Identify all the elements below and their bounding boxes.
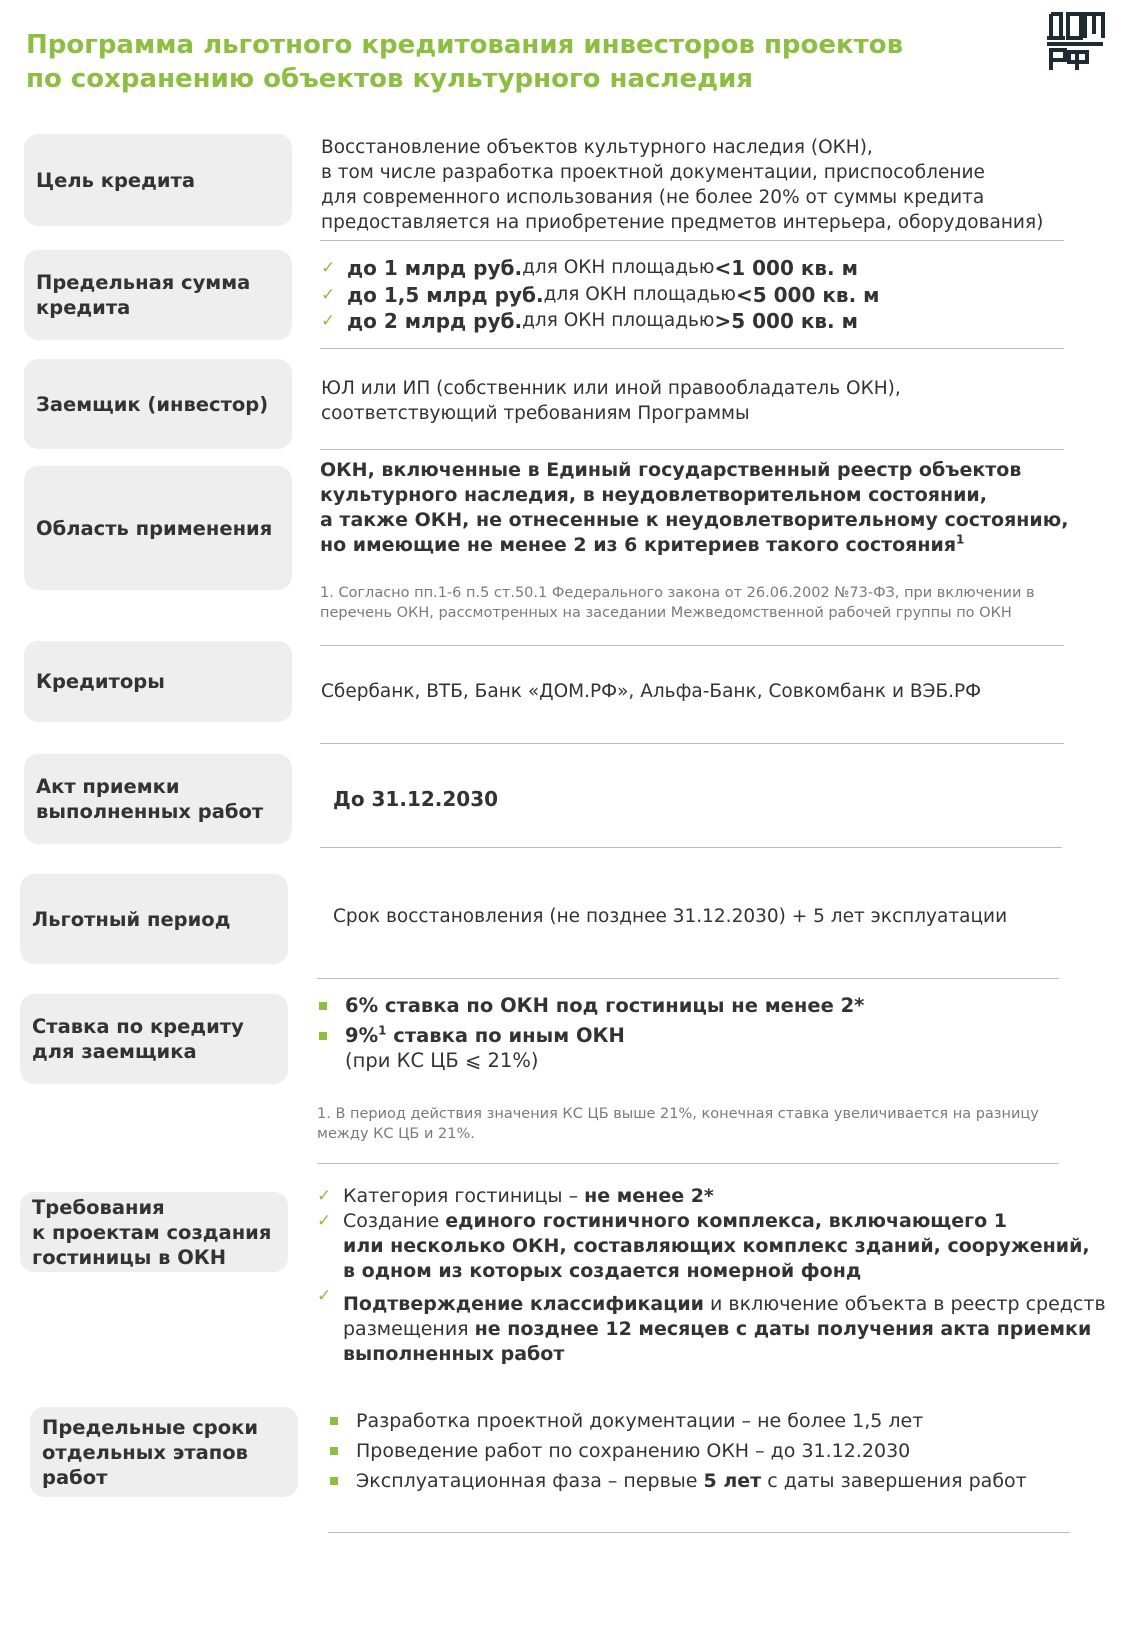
- scope-footnote-line-1: 1. Согласно пп.1-6 п.5 ст.50.1 Федерального закона от 26.06.2002 №73-ФЗ, при включении в: [320, 585, 1035, 601]
- check-icon: ✓: [321, 284, 336, 305]
- purpose-line-1: Восстановление объектов культурного наследия (ОКН),: [321, 137, 873, 158]
- footnote-marker: 1: [956, 532, 965, 547]
- rate-item: 6% ставка по ОКН под гостиницы не менее 2*: [317, 993, 864, 1018]
- limit-item: ✓ до 1 млрд руб. для ОКН площадью < 1 000 кв. м: [321, 256, 858, 280]
- hotel-item: ✓ Подтверждение классификации и включение объекта в реестр средств размещения не позднее 12 месяцев с даты получения акта приемки выполненных работ: [317, 1286, 1106, 1365]
- label-scope: [24, 466, 292, 590]
- borrower-text: [321, 376, 901, 426]
- divider: [320, 348, 1064, 349]
- label-limit-line-1: Предельная сумма: [36, 271, 251, 294]
- deadline-item: Эксплуатационная фаза – первые 5 лет с даты завершения работ: [328, 1466, 1027, 1496]
- label-purpose-text: Цель кредита: [36, 168, 196, 192]
- dom-rf-logo-icon: [1045, 10, 1105, 72]
- divider: [317, 978, 1059, 979]
- scope-line-1: ОКН, включенные в Единый государственный реестр объектов: [320, 459, 1022, 481]
- title-line-2: по сохранению объектов культурного наследия: [26, 64, 753, 94]
- creditors-text: Сбербанк, ВТБ, Банк «ДОМ.РФ», Альфа-Банк, Совкомбанк и ВЭБ.РФ: [321, 681, 982, 702]
- bullet-icon: [330, 1447, 338, 1455]
- hotel-item: ✓ Категория гостиницы – не менее 2*: [317, 1185, 714, 1207]
- purpose-line-2: в том числе разработка проектной документации, приспособление: [321, 162, 985, 183]
- scope-line-3: а также ОКН, не отнесенные к неудовлетворительному состоянию,: [320, 509, 1069, 531]
- bullet-icon: [330, 1477, 338, 1485]
- acceptance-text: До 31.12.2030: [333, 787, 499, 811]
- label-deadlines-line-1: Предельные сроки: [42, 1415, 259, 1439]
- rate-footnote-line-2: между КС ЦБ и 21%.: [317, 1126, 475, 1142]
- rate-note: (при КС ЦБ ⩽ 21%): [345, 1049, 539, 1072]
- scope-text: [320, 458, 1068, 558]
- label-deadlines: [30, 1407, 298, 1497]
- divider: [320, 743, 1064, 744]
- check-icon: ✓: [321, 258, 336, 278]
- label-creditors-text: Кредиторы: [36, 670, 165, 693]
- label-deadlines-line-3: работ: [42, 1465, 108, 1489]
- rate-footnote: [317, 1104, 1039, 1144]
- hotel-item: ✓ Создание единого гостиничного комплекса, включающего 1 или несколько ОКН, составляющих комплекс зданий, сооружений, в одном из которых создается номерной фонд: [317, 1210, 1090, 1282]
- label-rate-line-1: Ставка по кредиту: [32, 1015, 244, 1038]
- label-hotel: [20, 1192, 288, 1272]
- divider: [320, 449, 1064, 450]
- divider: [320, 240, 1064, 241]
- rate-item: 9%$^1$ ставка по иным ОКН (при КС ЦБ ⩽ 21%): [317, 1023, 864, 1073]
- deadline-item: Разработка проектной документации – не более 1,5 лет: [328, 1406, 1027, 1436]
- label-limit-line-2: кредита: [36, 296, 131, 319]
- deadlines-list: [328, 1406, 1027, 1496]
- label-scope-text: Область применения: [36, 516, 273, 540]
- divider: [317, 1163, 1059, 1164]
- bullet-icon: [319, 1002, 327, 1010]
- check-icon: ✓: [321, 311, 336, 331]
- title-line-1: Программа льготного кредитования инвесторов проектов: [26, 30, 904, 60]
- label-purpose: [24, 134, 292, 226]
- label-grace: [20, 874, 288, 964]
- limit-list: [321, 255, 879, 335]
- grace-text: Срок восстановления (не позднее 31.12.2030) + 5 лет эксплуатации: [333, 906, 1008, 927]
- check-icon: ✓: [317, 1286, 332, 1306]
- label-deadlines-line-2: отдельных этапов: [42, 1440, 248, 1464]
- borrower-line-2: соответствующий требованиям Программы: [321, 403, 750, 424]
- label-creditors: [24, 641, 292, 722]
- scope-footnote: [320, 583, 1035, 623]
- footnote-marker: 1: [378, 1023, 387, 1038]
- limit-item: ✓ до 2 млрд руб. для ОКН площадью > 5 000 кв. м: [321, 309, 858, 333]
- divider: [328, 1532, 1070, 1533]
- borrower-line-1: ЮЛ или ИП (собственник или иной правообладатель ОКН),: [321, 378, 901, 399]
- label-borrower: [24, 359, 292, 449]
- limit-item: ✓ до 1,5 млрд руб. для ОКН площадью < 5 000 кв. м: [321, 282, 880, 307]
- label-grace-text: Льготный период: [32, 907, 231, 931]
- label-acceptance: [24, 754, 292, 844]
- label-acceptance-line-2: выполненных работ: [36, 800, 264, 823]
- bullet-icon: [330, 1417, 338, 1425]
- divider: [320, 645, 1064, 646]
- label-hotel-line-1: Требования: [32, 1195, 165, 1219]
- scope-line-2: культурного наследия, в неудовлетворительном состоянии,: [320, 484, 987, 506]
- bullet-icon: [319, 1032, 327, 1040]
- rate-list: [317, 993, 864, 1073]
- check-icon: ✓: [317, 1211, 332, 1231]
- purpose-line-3: для современного использования (не более 20% от суммы кредита: [321, 187, 985, 208]
- page-title: [26, 28, 986, 96]
- label-hotel-line-3: гостиницы в ОКН: [32, 1245, 227, 1269]
- label-borrower-text: Заемщик (инвестор): [36, 392, 269, 416]
- rate-footnote-line-1: 1. В период действия значения КС ЦБ выше 21%, конечная ставка увеличивается на разницу: [317, 1106, 1039, 1122]
- label-rate-line-2: для заемщика: [32, 1040, 197, 1063]
- label-acceptance-line-1: Акт приемки: [36, 775, 180, 798]
- check-icon: ✓: [317, 1186, 332, 1206]
- scope-footnote-line-2: перечень ОКН, рассмотренных на заседании Межведомственной рабочей группы по ОКН: [320, 605, 1012, 621]
- label-limit: [24, 250, 292, 340]
- hotel-list: [317, 1184, 1106, 1367]
- label-hotel-line-2: к проектам создания: [32, 1220, 272, 1244]
- purpose-text: [321, 135, 1043, 235]
- divider: [320, 847, 1062, 848]
- deadline-item: Проведение работ по сохранению ОКН – до 31.12.2030: [328, 1436, 1027, 1466]
- scope-line-4: но имеющие не менее 2 из 6 критериев такого состояния: [320, 534, 957, 556]
- purpose-line-4: предоставляется на приобретение предметов интерьера, оборудования): [321, 212, 1044, 233]
- label-rate: [20, 994, 288, 1084]
